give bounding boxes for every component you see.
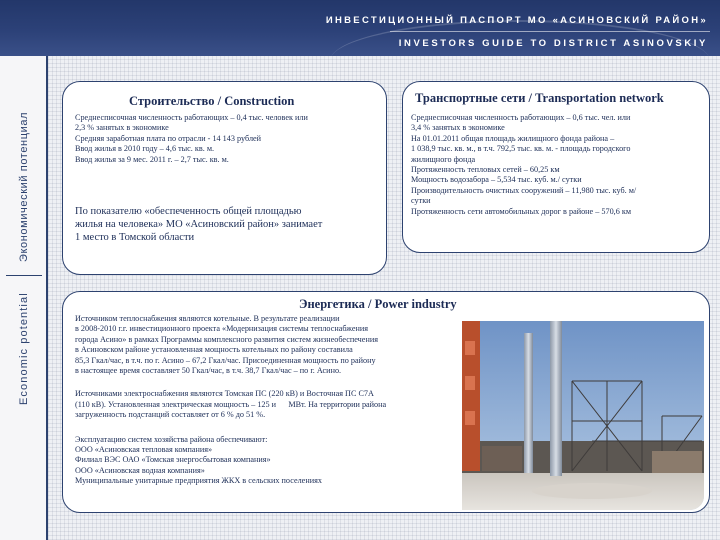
energy-line: загруженность подстанций составляет от 6 % до 51 %.: [75, 410, 266, 420]
energy-line: в 2008-2010 г.г. инвестиционного проекта «Модернизация системы теплоснабжения: [75, 324, 369, 334]
transport-panel: [402, 81, 710, 253]
transport-line: сутки: [411, 196, 431, 206]
transport-line: Протяженность тепловых сетей – 60,25 км: [411, 165, 560, 175]
side-label-en: Economic potential: [18, 292, 30, 405]
energy-line: 85,3 Гкал/час, в т.ч. по г. Асино – 67,2 Гкал/час. Присоединенная мощность по району: [75, 355, 376, 365]
transport-line: Протяженность сети автомобильных дорог в районе – 570,6 км: [411, 206, 632, 216]
energy-paragraph-heating: [75, 314, 386, 376]
transport-line: Производительность очистных сооружений – 11,980 тыс. куб. м/: [411, 185, 637, 195]
construction-panel: [62, 81, 387, 275]
energy-line: Источником теплоснабжения являются котельные. В результате реализации: [75, 314, 340, 323]
energy-line: Муниципальные унитарные предприятия ЖКХ в сельских поселениях: [75, 476, 322, 486]
header-title-ru: ИНВЕСТИЦИОННЫЙ ПАСПОРТ МО «АСИНОВСКИЙ РАЙОН»: [325, 15, 708, 26]
energy-title: Энергетика / Power industry: [299, 297, 457, 311]
transport-line: 1 038,9 тыс. кв. м., в т.ч. 792,5 тыс. кв. м. - площадь городского: [411, 144, 631, 154]
energy-line: Источниками электроснабжения являются Томская ПС (220 кВ) и Восточная ПС С7А: [75, 389, 374, 399]
construction-line: Средняя заработная плата по отрасли - 14 143 рублей: [75, 133, 262, 143]
boiler-house-illustration: [462, 321, 704, 510]
construction-line: Среднесписочная численность работающих – 0,4 тыс. человек или: [75, 113, 308, 122]
transport-line: 3,4 % занятых в экономике: [411, 123, 505, 133]
header-band: [0, 0, 720, 56]
side-section-divider: [6, 275, 42, 276]
energy-line: в Асиновском районе установленная мощность котельных по району составила: [75, 345, 353, 355]
construction-note-line: жилья на человека» МО «Асиновский район» занимает: [75, 219, 323, 230]
transport-stats: [411, 113, 636, 217]
side-divider: [46, 56, 48, 540]
header-title-en: INVESTORS GUIDE TO DISTRICT ASINOVSKIY: [398, 38, 708, 49]
transport-line: Мощность водозабора – 5,534 тыс. куб. м./ сутки: [411, 175, 582, 185]
transport-title: Транспортные сети / Transportation network: [415, 91, 664, 105]
energy-line: Филиал ВЭС ОАО «Томская энергосбытовая компания»: [75, 455, 271, 465]
energy-line: ООО «Асиновская тепловая компания»: [75, 445, 213, 455]
energy-text: [75, 314, 386, 487]
transport-line: На 01.01.2011 общая площадь жилищного фонда района –: [411, 133, 615, 143]
side-label-ru: Экономический потенциал: [18, 111, 30, 262]
energy-line: города Асино» в рамках Программы комплексного развития систем жизнеобеспечения: [75, 334, 378, 344]
construction-note-line: 1 место в Томской области: [75, 232, 195, 243]
energy-line: в настоящее время составляет 50 Гкал/час, в т.ч. 38,7 Гкал/час – по г. Асино.: [75, 366, 342, 376]
construction-note-line: По показателю «обеспеченность общей площадью: [75, 206, 302, 217]
construction-stats: [75, 113, 308, 165]
transport-line: жилищного фонда: [411, 154, 476, 164]
header-divider: [390, 31, 710, 32]
construction-note: [75, 205, 322, 244]
energy-line: (110 кВ). Установленная электрическая мощность – 125 и МВт. На территории района: [75, 399, 387, 409]
boiler-house-photo: [462, 321, 704, 510]
construction-title: Строительство / Construction: [129, 94, 295, 108]
transport-line: Среднесписочная численность работающих – 0,6 тыс. чел. или: [411, 113, 631, 122]
energy-paragraph-electricity: [75, 389, 386, 420]
construction-line: Ввод жилья за 9 мес. 2011 г. – 2,7 тыс. кв. м.: [75, 154, 229, 164]
energy-paragraph-operators: [75, 435, 386, 487]
construction-line: 2,3 % занятых в экономике: [75, 123, 169, 133]
energy-line: Эксплуатацию систем хозяйства района обеспечивают:: [75, 434, 268, 444]
energy-line: ООО «Асиновская водная компания»: [75, 465, 205, 475]
construction-line: Ввод жилья в 2010 году – 4,6 тыс. кв. м.: [75, 144, 215, 154]
